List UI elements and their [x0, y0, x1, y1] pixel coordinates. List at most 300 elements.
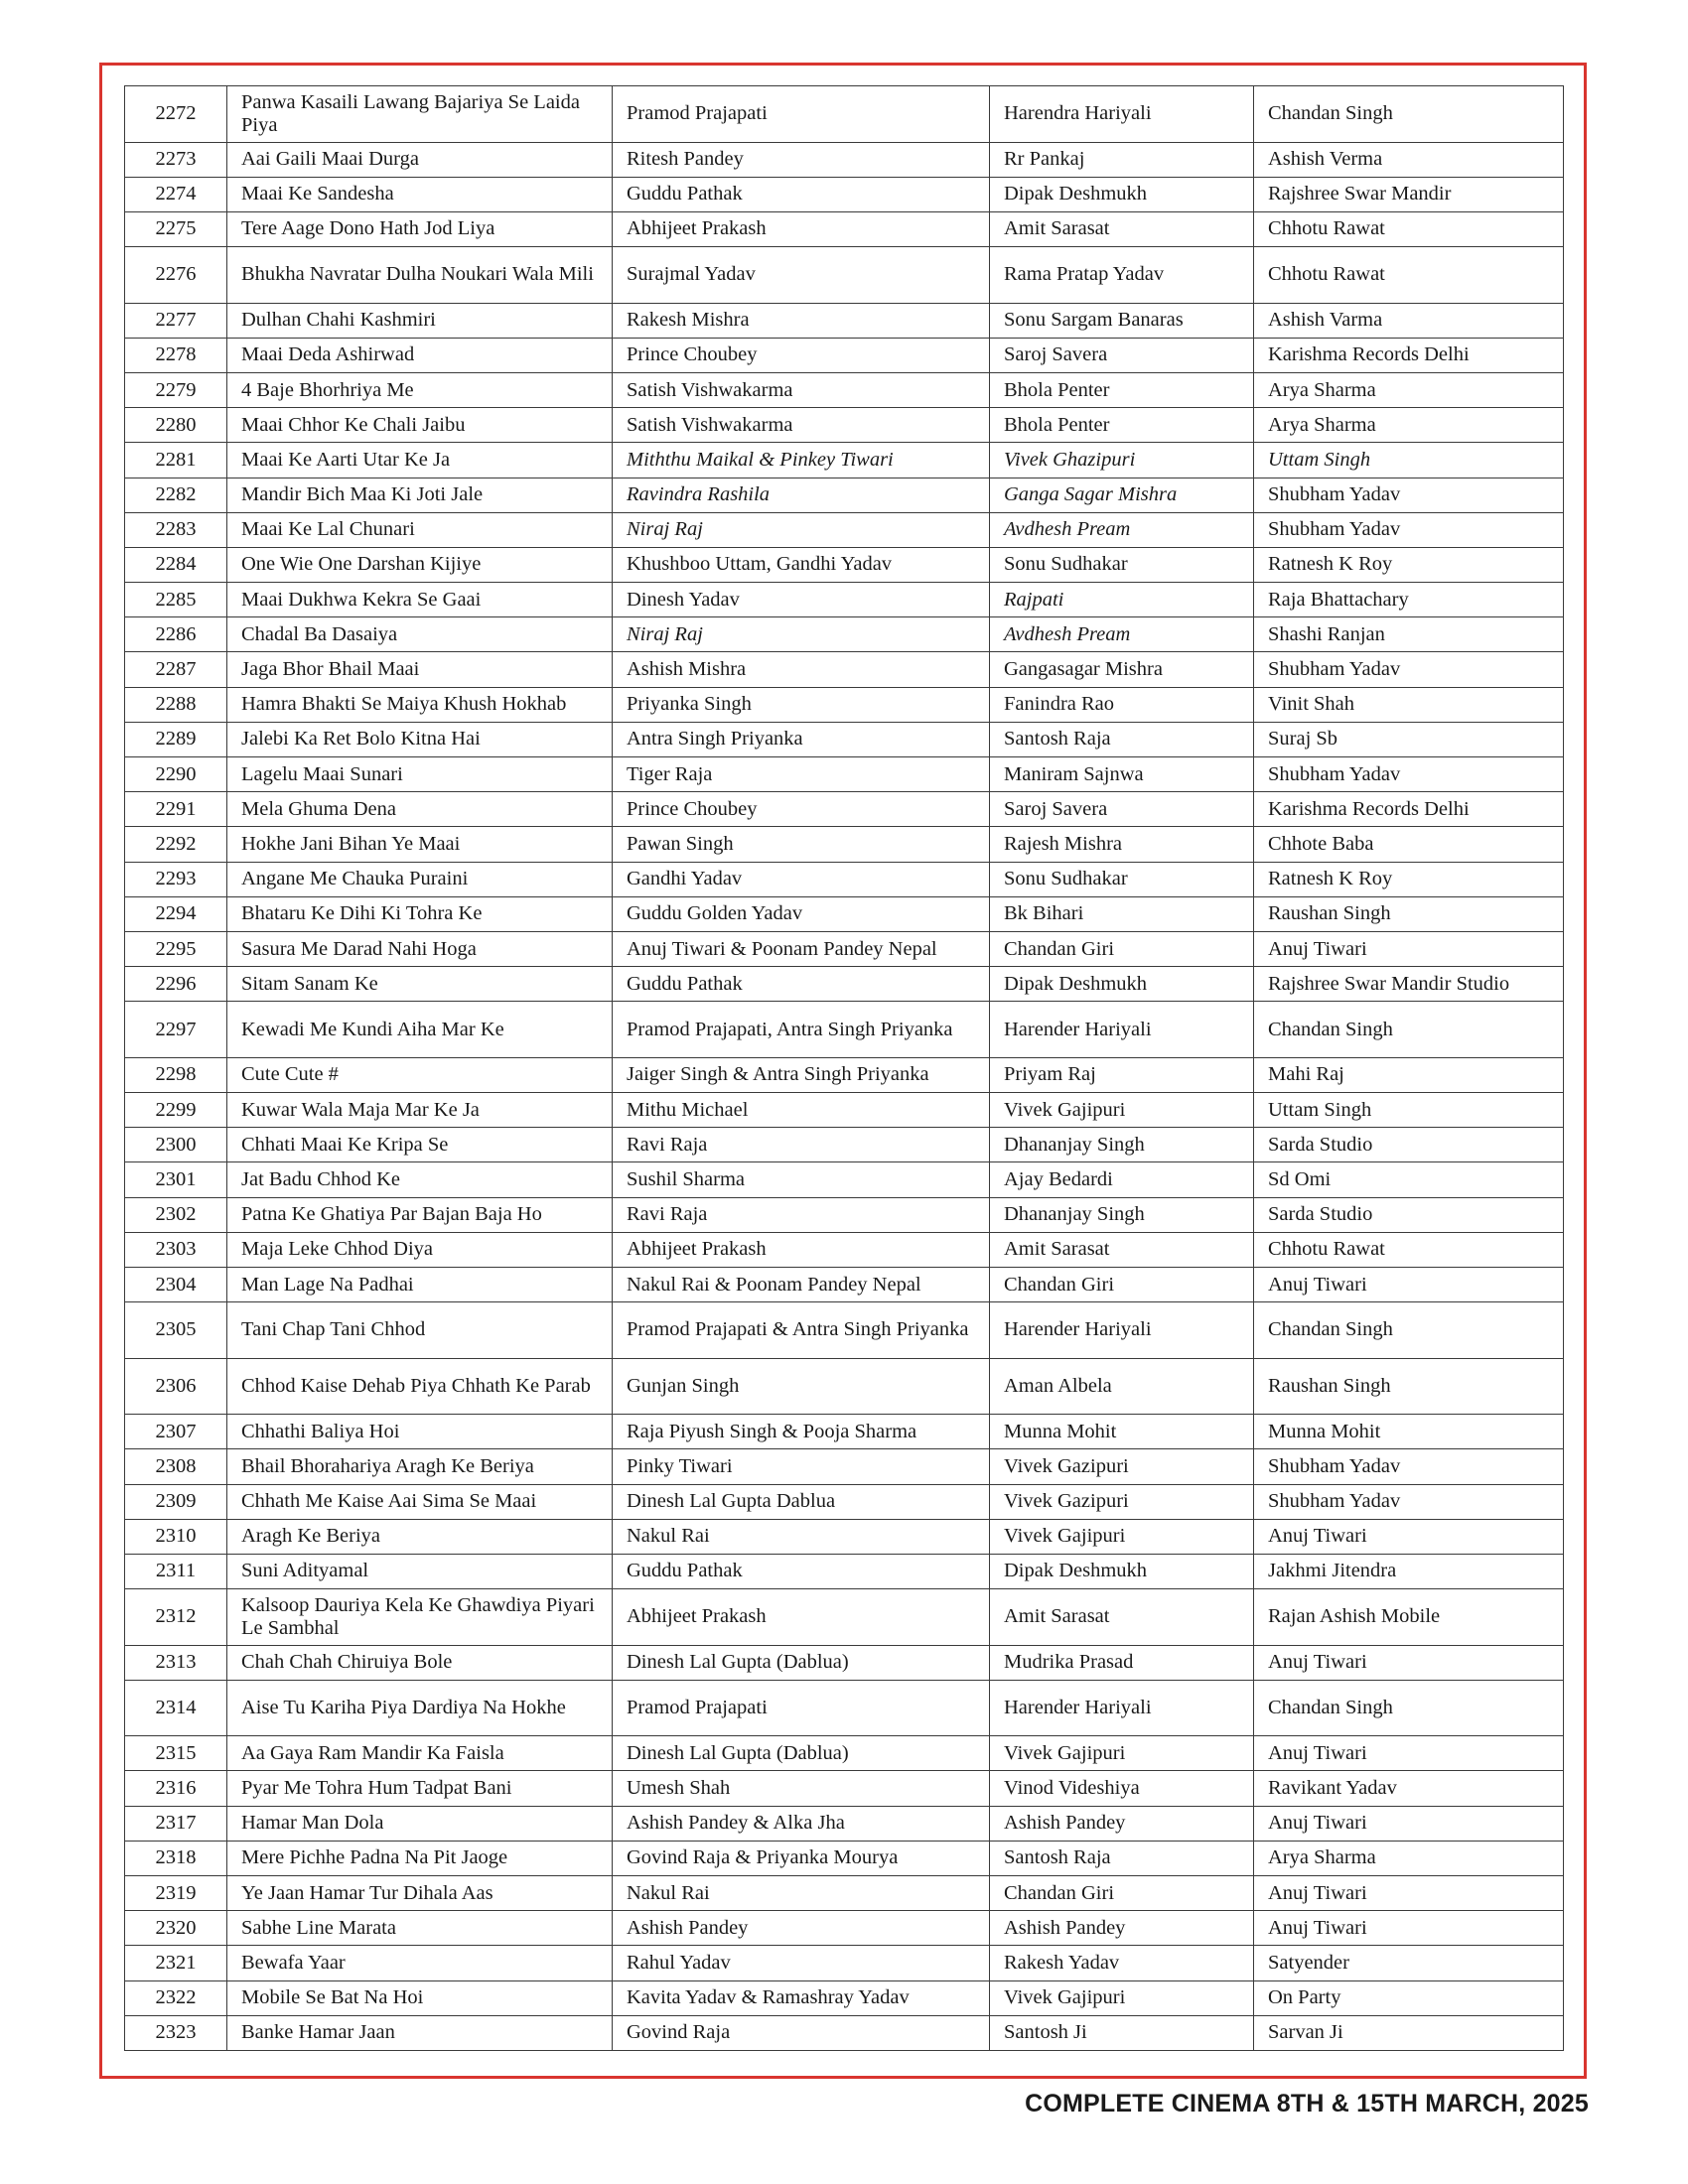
lyricist-name: Priyam Raj — [990, 1057, 1254, 1092]
lyricist-name: Aman Albela — [990, 1358, 1254, 1415]
lyricist-name: Sonu Sudhakar — [990, 547, 1254, 582]
song-title: Panwa Kasaili Lawang Bajariya Se Laida Piya — [227, 86, 613, 143]
music-label: Sarvan Ji — [1254, 2015, 1564, 2050]
table-row — [125, 617, 1564, 652]
song-title: Aa Gaya Ram Mandir Ka Faisla — [227, 1736, 613, 1771]
song-title: 4 Baje Bhorhriya Me — [227, 372, 613, 407]
music-label: On Party — [1254, 1980, 1564, 2015]
table-row — [125, 687, 1564, 722]
singer-name: Dinesh Lal Gupta (Dablua) — [613, 1736, 990, 1771]
song-title: Cute Cute # — [227, 1057, 613, 1092]
lyricist-name: Harender Hariyali — [990, 1002, 1254, 1058]
music-label: Chandan Singh — [1254, 1302, 1564, 1359]
row-number: 2288 — [125, 687, 227, 722]
row-number: 2312 — [125, 1589, 227, 1646]
table-row — [125, 1162, 1564, 1197]
lyricist-name: Rakesh Yadav — [990, 1946, 1254, 1980]
music-label: Ravikant Yadav — [1254, 1771, 1564, 1806]
singer-name: Surajmal Yadav — [613, 247, 990, 304]
table-row — [125, 1554, 1564, 1588]
music-label: Chhotu Rawat — [1254, 247, 1564, 304]
song-title: Chhati Maai Ke Kripa Se — [227, 1128, 613, 1162]
lyricist-name: Ashish Pandey — [990, 1806, 1254, 1841]
singer-name: Mithu Michael — [613, 1093, 990, 1128]
singer-name: Raja Piyush Singh & Pooja Sharma — [613, 1415, 990, 1449]
lyricist-name: Chandan Giri — [990, 1267, 1254, 1301]
row-number: 2317 — [125, 1806, 227, 1841]
song-title: Chadal Ba Dasaiya — [227, 617, 613, 652]
song-title: Suni Adityamal — [227, 1554, 613, 1588]
song-title: Maai Dukhwa Kekra Se Gaai — [227, 583, 613, 617]
song-title: Jalebi Ka Ret Bolo Kitna Hai — [227, 722, 613, 756]
row-number: 2322 — [125, 1980, 227, 2015]
song-title: Chah Chah Chiruiya Bole — [227, 1645, 613, 1680]
music-label: Anuj Tiwari — [1254, 931, 1564, 966]
row-number: 2316 — [125, 1771, 227, 1806]
music-label: Ashish Varma — [1254, 303, 1564, 338]
singer-name: Prince Choubey — [613, 338, 990, 372]
table-row — [125, 1680, 1564, 1736]
row-number: 2297 — [125, 1002, 227, 1058]
table-row — [125, 1876, 1564, 1911]
row-number: 2272 — [125, 86, 227, 143]
table-row — [125, 1057, 1564, 1092]
music-label: Anuj Tiwari — [1254, 1806, 1564, 1841]
table-row — [125, 583, 1564, 617]
singer-name: Abhijeet Prakash — [613, 211, 990, 246]
table-row — [125, 478, 1564, 512]
lyricist-name: Sonu Sudhakar — [990, 862, 1254, 896]
row-number: 2281 — [125, 443, 227, 478]
row-number: 2304 — [125, 1267, 227, 1301]
music-label: Anuj Tiwari — [1254, 1645, 1564, 1680]
row-number: 2295 — [125, 931, 227, 966]
singer-name: Govind Raja — [613, 2015, 990, 2050]
singer-name: Niraj Raj — [613, 512, 990, 547]
lyricist-name: Amit Sarasat — [990, 211, 1254, 246]
table-row — [125, 303, 1564, 338]
lyricist-name: Vivek Gazipuri — [990, 1449, 1254, 1484]
singer-name: Dinesh Yadav — [613, 583, 990, 617]
table-row — [125, 338, 1564, 372]
lyricist-name: Ajay Bedardi — [990, 1162, 1254, 1197]
music-label: Shashi Ranjan — [1254, 617, 1564, 652]
lyricist-name: Sonu Sargam Banaras — [990, 303, 1254, 338]
row-number: 2287 — [125, 652, 227, 687]
song-title: Angane Me Chauka Puraini — [227, 862, 613, 896]
table-row — [125, 247, 1564, 304]
lyricist-name: Mudrika Prasad — [990, 1645, 1254, 1680]
row-number: 2290 — [125, 757, 227, 792]
table-row — [125, 1911, 1564, 1946]
row-number: 2320 — [125, 1911, 227, 1946]
table-row — [125, 967, 1564, 1002]
song-title: Bewafa Yaar — [227, 1946, 613, 1980]
lyricist-name: Ashish Pandey — [990, 1911, 1254, 1946]
lyricist-name: Gangasagar Mishra — [990, 652, 1254, 687]
music-label: Raushan Singh — [1254, 1358, 1564, 1415]
lyricist-name: Harender Hariyali — [990, 1680, 1254, 1736]
music-label: Arya Sharma — [1254, 1841, 1564, 1875]
song-title: Mere Pichhe Padna Na Pit Jaoge — [227, 1841, 613, 1875]
singer-name: Ritesh Pandey — [613, 142, 990, 177]
table-row — [125, 1980, 1564, 2015]
table-row — [125, 827, 1564, 862]
lyricist-name: Chandan Giri — [990, 931, 1254, 966]
song-title: Maai Deda Ashirwad — [227, 338, 613, 372]
song-title: Mela Ghuma Dena — [227, 792, 613, 827]
row-number: 2301 — [125, 1162, 227, 1197]
music-label: Shubham Yadav — [1254, 652, 1564, 687]
lyricist-name: Dipak Deshmukh — [990, 177, 1254, 211]
table-row — [125, 1267, 1564, 1301]
table-row — [125, 931, 1564, 966]
singer-name: Tiger Raja — [613, 757, 990, 792]
row-number: 2313 — [125, 1645, 227, 1680]
music-label: Mahi Raj — [1254, 1057, 1564, 1092]
singer-name: Anuj Tiwari & Poonam Pandey Nepal — [613, 931, 990, 966]
singer-name: Nakul Rai — [613, 1876, 990, 1911]
row-number: 2277 — [125, 303, 227, 338]
lyricist-name: Avdhesh Pream — [990, 512, 1254, 547]
singer-name: Ashish Mishra — [613, 652, 990, 687]
singer-name: Priyanka Singh — [613, 687, 990, 722]
lyricist-name: Maniram Sajnwa — [990, 757, 1254, 792]
table-row — [125, 142, 1564, 177]
table-row — [125, 1197, 1564, 1232]
singer-name: Dinesh Lal Gupta (Dablua) — [613, 1645, 990, 1680]
lyricist-name: Rr Pankaj — [990, 142, 1254, 177]
singer-name: Gandhi Yadav — [613, 862, 990, 896]
table-row — [125, 1645, 1564, 1680]
row-number: 2273 — [125, 142, 227, 177]
song-title: Lagelu Maai Sunari — [227, 757, 613, 792]
table-row — [125, 177, 1564, 211]
music-label: Rajan Ashish Mobile — [1254, 1589, 1564, 1646]
table-row — [125, 1093, 1564, 1128]
row-number: 2309 — [125, 1484, 227, 1519]
row-number: 2305 — [125, 1302, 227, 1359]
lyricist-name: Vivek Gajipuri — [990, 1093, 1254, 1128]
table-row — [125, 2015, 1564, 2050]
song-title: Maai Chhor Ke Chali Jaibu — [227, 408, 613, 443]
music-label: Munna Mohit — [1254, 1415, 1564, 1449]
table-row — [125, 547, 1564, 582]
singer-name: Prince Choubey — [613, 792, 990, 827]
song-table-body — [125, 86, 1564, 2051]
music-label: Anuj Tiwari — [1254, 1876, 1564, 1911]
row-number: 2298 — [125, 1057, 227, 1092]
music-label: Rajshree Swar Mandir Studio — [1254, 967, 1564, 1002]
song-title: Bhukha Navratar Dulha Noukari Wala Mili — [227, 247, 613, 304]
table-row — [125, 757, 1564, 792]
singer-name: Rahul Yadav — [613, 1946, 990, 1980]
lyricist-name: Vivek Gajipuri — [990, 1980, 1254, 2015]
lyricist-name: Dhananjay Singh — [990, 1128, 1254, 1162]
song-title: Maai Ke Sandesha — [227, 177, 613, 211]
table-row — [125, 1128, 1564, 1162]
song-title: Aise Tu Kariha Piya Dardiya Na Hokhe — [227, 1680, 613, 1736]
singer-name: Pramod Prajapati — [613, 1680, 990, 1736]
table-row — [125, 1589, 1564, 1646]
row-number: 2283 — [125, 512, 227, 547]
table-row — [125, 86, 1564, 143]
row-number: 2291 — [125, 792, 227, 827]
row-number: 2275 — [125, 211, 227, 246]
music-label: Anuj Tiwari — [1254, 1519, 1564, 1554]
singer-name: Ashish Pandey & Alka Jha — [613, 1806, 990, 1841]
lyricist-name: Amit Sarasat — [990, 1589, 1254, 1646]
music-label: Ratnesh K Roy — [1254, 862, 1564, 896]
singer-name: Niraj Raj — [613, 617, 990, 652]
song-title: Mandir Bich Maa Ki Joti Jale — [227, 478, 613, 512]
row-number: 2284 — [125, 547, 227, 582]
table-row — [125, 1806, 1564, 1841]
table-row — [125, 512, 1564, 547]
music-label: Chhotu Rawat — [1254, 211, 1564, 246]
singer-name: Khushboo Uttam, Gandhi Yadav — [613, 547, 990, 582]
row-number: 2302 — [125, 1197, 227, 1232]
lyricist-name: Harendra Hariyali — [990, 86, 1254, 143]
music-label: Suraj Sb — [1254, 722, 1564, 756]
singer-name: Ravi Raja — [613, 1128, 990, 1162]
song-title: Mobile Se Bat Na Hoi — [227, 1980, 613, 2015]
row-number: 2300 — [125, 1128, 227, 1162]
music-label: Uttam Singh — [1254, 443, 1564, 478]
music-label: Chandan Singh — [1254, 1002, 1564, 1058]
lyricist-name: Dhananjay Singh — [990, 1197, 1254, 1232]
row-number: 2292 — [125, 827, 227, 862]
singer-name: Guddu Pathak — [613, 967, 990, 1002]
lyricist-name: Rama Pratap Yadav — [990, 247, 1254, 304]
row-number: 2308 — [125, 1449, 227, 1484]
singer-name: Pawan Singh — [613, 827, 990, 862]
row-number: 2285 — [125, 583, 227, 617]
music-label: Raushan Singh — [1254, 896, 1564, 931]
music-label: Anuj Tiwari — [1254, 1736, 1564, 1771]
singer-name: Kavita Yadav & Ramashray Yadav — [613, 1980, 990, 2015]
lyricist-name: Munna Mohit — [990, 1415, 1254, 1449]
lyricist-name: Rajesh Mishra — [990, 827, 1254, 862]
music-label: Ratnesh K Roy — [1254, 547, 1564, 582]
music-label: Sd Omi — [1254, 1162, 1564, 1197]
song-title: Chhod Kaise Dehab Piya Chhath Ke Parab — [227, 1358, 613, 1415]
music-label: Chhotu Rawat — [1254, 1232, 1564, 1267]
table-row — [125, 862, 1564, 896]
music-label: Chandan Singh — [1254, 86, 1564, 143]
table-row — [125, 1946, 1564, 1980]
table-row — [125, 1449, 1564, 1484]
singer-name: Satish Vishwakarma — [613, 372, 990, 407]
lyricist-name: Saroj Savera — [990, 338, 1254, 372]
lyricist-name: Bhola Penter — [990, 408, 1254, 443]
singer-name: Abhijeet Prakash — [613, 1232, 990, 1267]
singer-name: Ashish Pandey — [613, 1911, 990, 1946]
singer-name: Satish Vishwakarma — [613, 408, 990, 443]
music-label: Vinit Shah — [1254, 687, 1564, 722]
footer-publication: COMPLETE CINEMA 8TH & 15TH MARCH, 2025 — [1025, 2090, 1589, 2117]
table-row — [125, 1736, 1564, 1771]
singer-name: Pramod Prajapati — [613, 86, 990, 143]
song-title: Banke Hamar Jaan — [227, 2015, 613, 2050]
music-label: Uttam Singh — [1254, 1093, 1564, 1128]
song-title: One Wie One Darshan Kijiye — [227, 547, 613, 582]
table-row — [125, 1841, 1564, 1875]
music-label: Anuj Tiwari — [1254, 1911, 1564, 1946]
song-title: Hamar Man Dola — [227, 1806, 613, 1841]
table-row — [125, 896, 1564, 931]
singer-name: Rakesh Mishra — [613, 303, 990, 338]
song-title: Patna Ke Ghatiya Par Bajan Baja Ho — [227, 1197, 613, 1232]
music-label: Satyender — [1254, 1946, 1564, 1980]
table-row — [125, 1415, 1564, 1449]
lyricist-name: Vivek Gazipuri — [990, 1484, 1254, 1519]
singer-name: Jaiger Singh & Antra Singh Priyanka — [613, 1057, 990, 1092]
singer-name: Nakul Rai — [613, 1519, 990, 1554]
song-title: Aai Gaili Maai Durga — [227, 142, 613, 177]
singer-name: Ravi Raja — [613, 1197, 990, 1232]
song-title: Bhataru Ke Dihi Ki Tohra Ke — [227, 896, 613, 931]
song-title: Hamra Bhakti Se Maiya Khush Hokhab — [227, 687, 613, 722]
row-number: 2286 — [125, 617, 227, 652]
singer-name: Dinesh Lal Gupta Dablua — [613, 1484, 990, 1519]
music-label: Karishma Records Delhi — [1254, 338, 1564, 372]
lyricist-name: Vivek Gajipuri — [990, 1519, 1254, 1554]
song-title: Chhath Me Kaise Aai Sima Se Maai — [227, 1484, 613, 1519]
row-number: 2319 — [125, 1876, 227, 1911]
table-row — [125, 792, 1564, 827]
song-title: Dulhan Chahi Kashmiri — [227, 303, 613, 338]
row-number: 2282 — [125, 478, 227, 512]
song-title: Pyar Me Tohra Hum Tadpat Bani — [227, 1771, 613, 1806]
table-row — [125, 443, 1564, 478]
singer-name: Pinky Tiwari — [613, 1449, 990, 1484]
table-row — [125, 211, 1564, 246]
lyricist-name: Vinod Videshiya — [990, 1771, 1254, 1806]
song-title: Maai Ke Aarti Utar Ke Ja — [227, 443, 613, 478]
music-label: Chandan Singh — [1254, 1680, 1564, 1736]
song-title: Chhathi Baliya Hoi — [227, 1415, 613, 1449]
lyricist-name: Rajpati — [990, 583, 1254, 617]
lyricist-name: Santosh Raja — [990, 722, 1254, 756]
lyricist-name: Ganga Sagar Mishra — [990, 478, 1254, 512]
music-label: Shubham Yadav — [1254, 1449, 1564, 1484]
table-row — [125, 408, 1564, 443]
music-label: Shubham Yadav — [1254, 478, 1564, 512]
music-label: Sarda Studio — [1254, 1197, 1564, 1232]
row-number: 2306 — [125, 1358, 227, 1415]
lyricist-name: Bhola Penter — [990, 372, 1254, 407]
row-number: 2280 — [125, 408, 227, 443]
song-title: Kuwar Wala Maja Mar Ke Ja — [227, 1093, 613, 1128]
row-number: 2294 — [125, 896, 227, 931]
table-row — [125, 1232, 1564, 1267]
row-number: 2303 — [125, 1232, 227, 1267]
row-number: 2296 — [125, 967, 227, 1002]
row-number: 2323 — [125, 2015, 227, 2050]
lyricist-name: Amit Sarasat — [990, 1232, 1254, 1267]
row-number: 2279 — [125, 372, 227, 407]
singer-name: Gunjan Singh — [613, 1358, 990, 1415]
lyricist-name: Fanindra Rao — [990, 687, 1254, 722]
song-title: Kewadi Me Kundi Aiha Mar Ke — [227, 1002, 613, 1058]
singer-name: Govind Raja & Priyanka Mourya — [613, 1841, 990, 1875]
song-title: Maja Leke Chhod Diya — [227, 1232, 613, 1267]
music-label: Shubham Yadav — [1254, 757, 1564, 792]
singer-name: Sushil Sharma — [613, 1162, 990, 1197]
table-row — [125, 372, 1564, 407]
lyricist-name: Dipak Deshmukh — [990, 967, 1254, 1002]
singer-name: Pramod Prajapati, Antra Singh Priyanka — [613, 1002, 990, 1058]
song-title: Aragh Ke Beriya — [227, 1519, 613, 1554]
song-title: Bhail Bhorahariya Aragh Ke Beriya — [227, 1449, 613, 1484]
music-label: Karishma Records Delhi — [1254, 792, 1564, 827]
table-row — [125, 1002, 1564, 1058]
lyricist-name: Dipak Deshmukh — [990, 1554, 1254, 1588]
row-number: 2315 — [125, 1736, 227, 1771]
music-label: Arya Sharma — [1254, 408, 1564, 443]
music-label: Rajshree Swar Mandir — [1254, 177, 1564, 211]
singer-name: Guddu Pathak — [613, 177, 990, 211]
lyricist-name: Santosh Ji — [990, 2015, 1254, 2050]
singer-name: Pramod Prajapati & Antra Singh Priyanka — [613, 1302, 990, 1359]
song-title: Tani Chap Tani Chhod — [227, 1302, 613, 1359]
song-title: Hokhe Jani Bihan Ye Maai — [227, 827, 613, 862]
music-label: Arya Sharma — [1254, 372, 1564, 407]
music-label: Raja Bhattachary — [1254, 583, 1564, 617]
row-number: 2318 — [125, 1841, 227, 1875]
singer-name: Ravindra Rashila — [613, 478, 990, 512]
row-number: 2278 — [125, 338, 227, 372]
row-number: 2299 — [125, 1093, 227, 1128]
singer-name: Guddu Golden Yadav — [613, 896, 990, 931]
singer-name: Nakul Rai & Poonam Pandey Nepal — [613, 1267, 990, 1301]
table-row — [125, 1771, 1564, 1806]
lyricist-name: Santosh Raja — [990, 1841, 1254, 1875]
music-label: Jakhmi Jitendra — [1254, 1554, 1564, 1588]
song-title: Ye Jaan Hamar Tur Dihala Aas — [227, 1876, 613, 1911]
table-row — [125, 1519, 1564, 1554]
song-title: Sitam Sanam Ke — [227, 967, 613, 1002]
music-label: Anuj Tiwari — [1254, 1267, 1564, 1301]
singer-name: Miththu Maikal & Pinkey Tiwari — [613, 443, 990, 478]
singer-name: Guddu Pathak — [613, 1554, 990, 1588]
singer-name: Umesh Shah — [613, 1771, 990, 1806]
row-number: 2310 — [125, 1519, 227, 1554]
row-number: 2289 — [125, 722, 227, 756]
singer-name: Antra Singh Priyanka — [613, 722, 990, 756]
song-table — [124, 85, 1564, 2051]
song-title: Sabhe Line Marata — [227, 1911, 613, 1946]
lyricist-name: Chandan Giri — [990, 1876, 1254, 1911]
song-title: Sasura Me Darad Nahi Hoga — [227, 931, 613, 966]
music-label: Shubham Yadav — [1254, 1484, 1564, 1519]
lyricist-name: Vivek Gajipuri — [990, 1736, 1254, 1771]
row-number: 2276 — [125, 247, 227, 304]
music-label: Shubham Yadav — [1254, 512, 1564, 547]
table-row — [125, 722, 1564, 756]
row-number: 2321 — [125, 1946, 227, 1980]
lyricist-name: Vivek Ghazipuri — [990, 443, 1254, 478]
music-label: Chhote Baba — [1254, 827, 1564, 862]
song-title: Kalsoop Dauriya Kela Ke Ghawdiya Piyari Le Sambhal — [227, 1589, 613, 1646]
row-number: 2311 — [125, 1554, 227, 1588]
row-number: 2274 — [125, 177, 227, 211]
song-title: Man Lage Na Padhai — [227, 1267, 613, 1301]
music-label: Sarda Studio — [1254, 1128, 1564, 1162]
table-row — [125, 652, 1564, 687]
song-title: Jaga Bhor Bhail Maai — [227, 652, 613, 687]
